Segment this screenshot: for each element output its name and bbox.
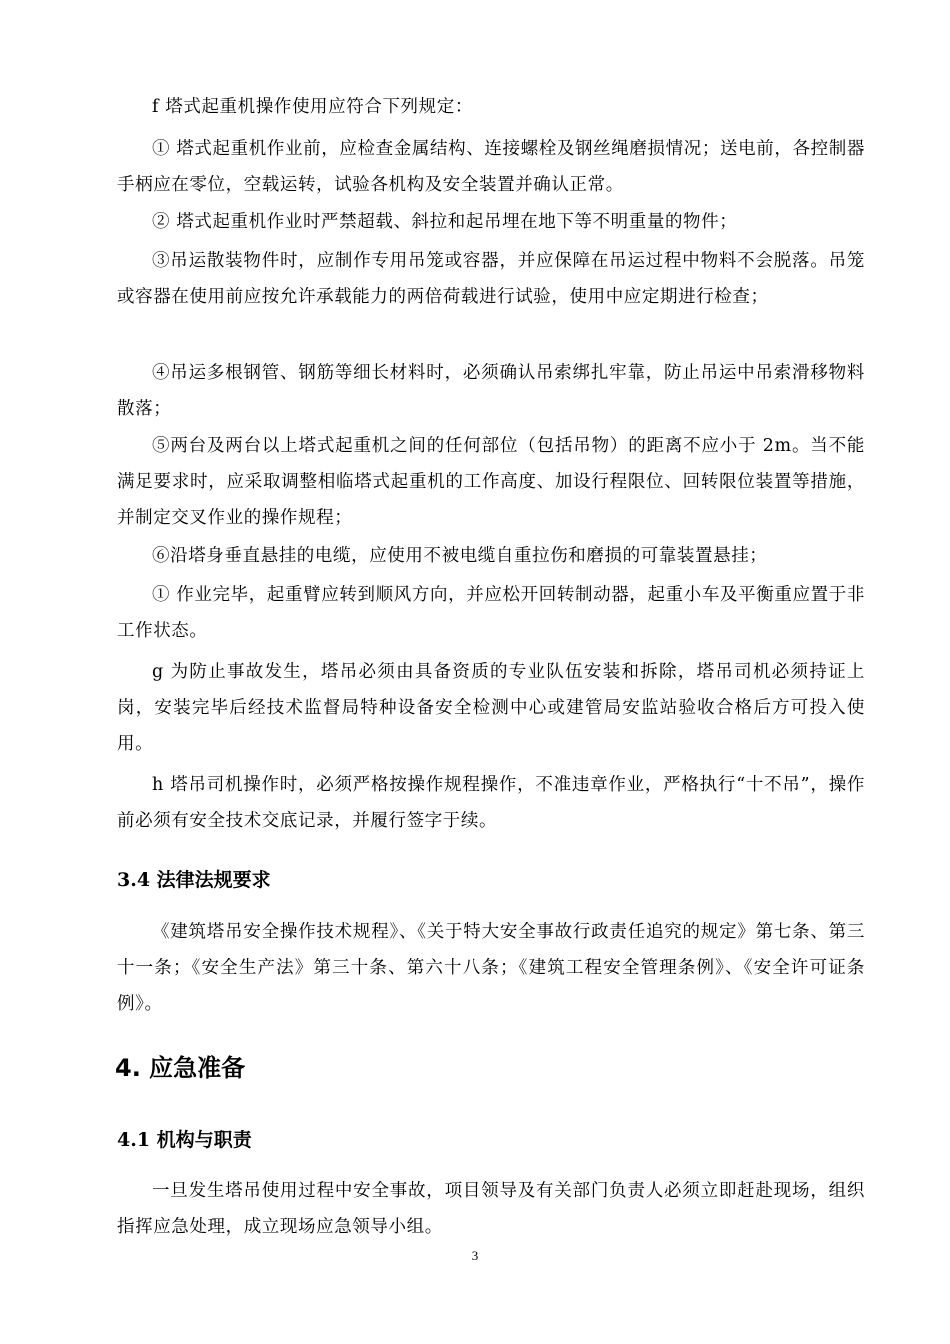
paragraph-3-4-body: 《建筑塔吊安全操作技术规程》、《关于特大安全事故行政责任追究的规定》第七条、第三十一条；《安全生产法》第三十条、第六十八条；《建筑工程安全管理条例》、《安全许可证条例》。 <box>117 922 865 1014</box>
paragraph-item-5: ⑤两台及两台以上塔式起重机之间的任何部位（包括吊物）的距离不应小于 2m。当不能满足要求时，应采取调整相临塔式起重机的工作高度、加设行程限位、回转限位装置等措施，并制定交叉作业的操作规程； <box>117 436 865 528</box>
heading-4-1-title: 机构与职责 <box>156 1129 252 1151</box>
paragraph-item-7: ① 作业完毕，起重臂应转到顺风方向，并应松开回转制动器，起重小车及平衡重应置于非工作状态。 <box>117 585 865 641</box>
paragraph-item-1: ① 塔式起重机作业前，应检查金属结构、连接螺栓及钢丝绳磨损情况；送电前，各控制器手柄应在零位，空载运转，试验各机构及安全装置并确认正常。 <box>117 139 865 195</box>
paragraph-f: f 塔式起重机操作使用应符合下列规定： <box>152 97 473 117</box>
heading-4-1-number: 4.1 <box>117 1129 151 1151</box>
heading-4: 4. 应急准备 <box>115 1054 246 1082</box>
page-number: 3 <box>471 1248 479 1263</box>
heading-3-4: 3.4 法律法规要求 <box>117 869 271 891</box>
paragraph-item-2: ② 塔式起重机作业时严禁超载、斜拉和起吊埋在地下等不明重量的物件； <box>152 212 738 232</box>
paragraph-item-4: ④吊运多根钢管、钢筋等细长材料时，必须确认吊索绑扎牢靠，防止吊运中吊索滑移物料散落； <box>117 363 865 419</box>
heading-4-1 <box>117 1126 252 1154</box>
paragraph-4-1-body: 一旦发生塔吊使用过程中安全事故，项目领导及有关部门负责人必须立即赶赴现场，组织指挥应急处理，成立现场应急领导小组。 <box>117 1181 865 1237</box>
paragraph-g: g 为防止事故发生，塔吊必须由具备资质的专业队伍安装和拆除，塔吊司机必须持证上岗，安装完毕后经技术监督局特种设备安全检测中心或建管局安监站验收合格后方可投入使用。 <box>117 662 865 754</box>
paragraph-item-3: ③吊运散装物件时，应制作专用吊笼或容器，并应保障在吊运过程中物料不会脱落。吊笼或容器在使用前应按允许承载能力的两倍荷载进行试验，使用中应定期进行检查； <box>117 251 865 307</box>
paragraph-h: h 塔吊司机操作时，必须严格按操作规程操作，不准违章作业，严格执行“十不吊”，操作前必须有安全技术交底记录，并履行签字于续。 <box>117 775 865 831</box>
paragraph-item-6: ⑥沿塔身垂直悬挂的电缆，应使用不被电缆自重拉伤和磨损的可靠装置悬挂； <box>152 546 768 566</box>
